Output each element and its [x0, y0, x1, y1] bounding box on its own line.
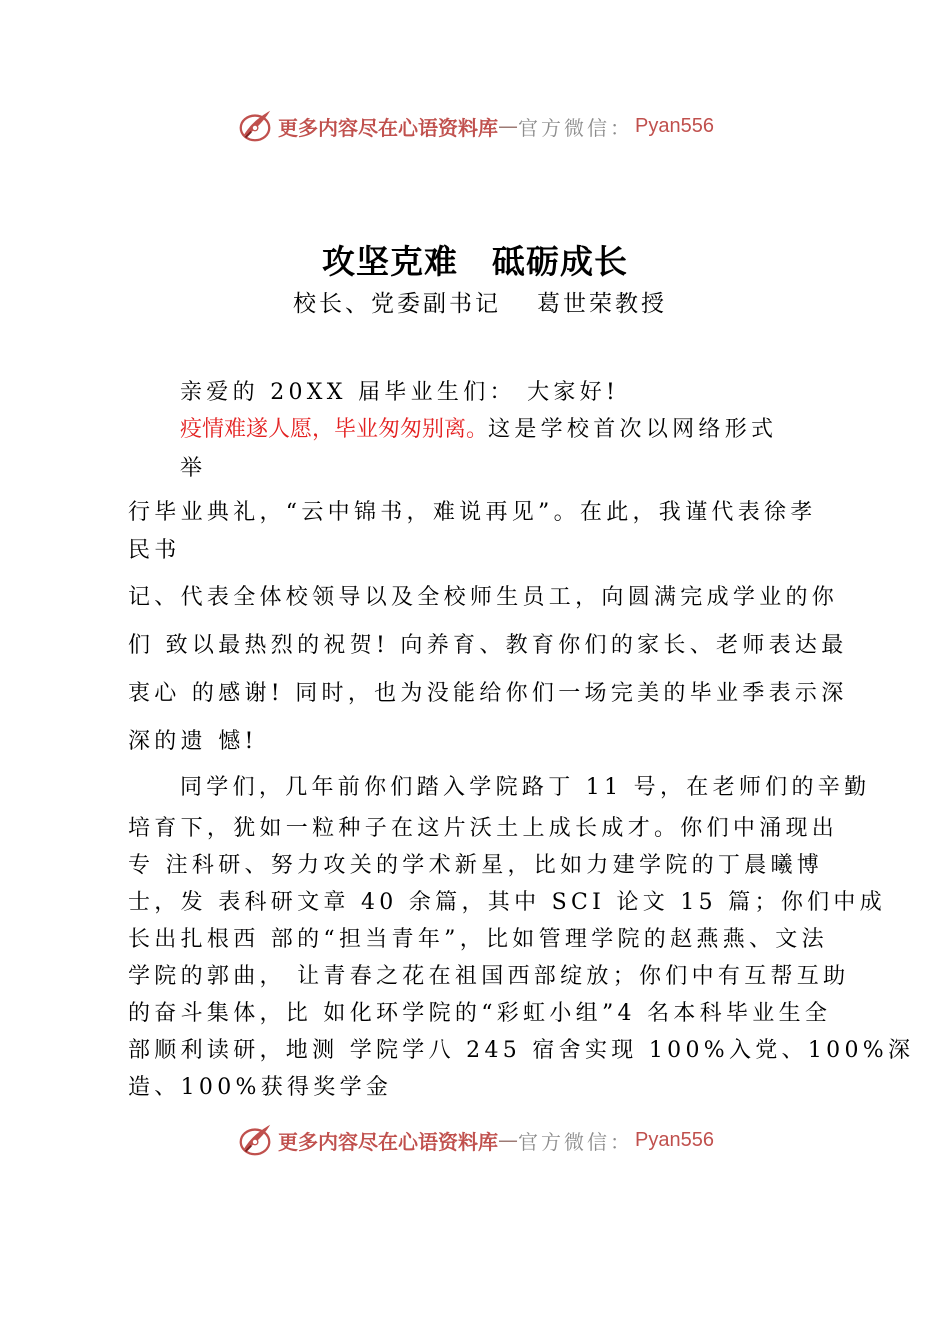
paragraph-2-line-9: 造、100%获得奖学金 — [128, 1075, 393, 1100]
paragraph-2-line-6: 学院的郭曲， 让青春之花在祖国西部绽放；你们中有互帮互助 — [128, 964, 850, 989]
paragraph-2-line-4: 士，发 表科研文章 40 余篇，其中 SCI 论文 15 篇；你们中成 — [128, 890, 887, 915]
paragraph-2-line-8: 部顺利读研，地测 学院学八 245 宿舍实现 100%入党、100%深 — [128, 1038, 915, 1063]
paragraph-1-line-7: 衷心 的感谢! 同时，也为没能给你们一场完美的毕业季表示深 — [128, 681, 848, 706]
watermark-banner-bottom — [0, 1120, 950, 1160]
quill-logo-icon — [236, 107, 274, 145]
watermark-official: 官方微信： — [518, 115, 634, 140]
paragraph-1-line-1 — [180, 412, 950, 443]
quill-logo-icon — [236, 1121, 274, 1159]
byline-role: 校长、党委副书记 — [293, 291, 501, 317]
paragraph-1-line-1-rest: 这是学校首次以网络形式 — [488, 417, 778, 442]
byline-name: 葛世荣教授 — [537, 291, 667, 317]
paragraph-1-line-5: 记、代表全体校领导以及全校师生员工，向圆满完成学业的你 — [128, 585, 839, 610]
watermark-brand: 更多内容尽在心语资料库 — [278, 1129, 499, 1154]
paragraph-1-line-4: 民书 — [128, 538, 181, 563]
watermark-banner-top — [0, 106, 950, 146]
paragraph-2-line-3: 专 注科研、努力攻关的学术新星，比如力建学院的丁晨曦博 — [128, 853, 824, 878]
paragraph-2-line-7: 的奋斗集体，比 如化环学院的“彩虹小组”4 名本科毕业生全 — [128, 1001, 832, 1026]
greeting-line: 亲爱的 20XX 届毕业生们： 大家好! — [180, 380, 620, 405]
paragraph-1-line-2: 举 — [180, 456, 207, 481]
watermark-dash: — — [498, 114, 519, 138]
watermark-dash: — — [498, 1128, 519, 1152]
watermark-official: 官方微信： — [518, 1129, 634, 1154]
paragraph-1-line-3: 行毕业典礼，“云中锦书，难说再见”。在此，我谨代表徐孝 — [128, 500, 817, 525]
highlight-text: 疫情难遂人愿，毕业匆匆别离。 — [180, 417, 489, 442]
watermark-brand: 更多内容尽在心语资料库 — [278, 115, 499, 140]
watermark-wechat-id: Pyan556 — [635, 114, 714, 137]
paragraph-1-line-6: 们 致以最热烈的祝贺! 向养育、教育你们的家长、老师表达最 — [128, 633, 848, 658]
paragraph-2-line-2: 培育下，犹如一粒种子在这片沃土上成长成才。你们中涌现出 — [128, 816, 839, 841]
byline — [0, 285, 950, 318]
watermark-wechat-id: Pyan556 — [635, 1128, 714, 1151]
page-title: 攻坚克难 砥砺成长 — [322, 242, 628, 281]
paragraph-1-line-8: 深的遗 憾! — [128, 729, 258, 754]
paragraph-2-line-1: 同学们，几年前你们踏入学院路丁 11 号，在老师们的辛勤 — [180, 775, 871, 800]
paragraph-2-line-5: 长出扎根西 部的“担当青年”，比如管理学院的赵燕燕、文法 — [128, 927, 828, 952]
